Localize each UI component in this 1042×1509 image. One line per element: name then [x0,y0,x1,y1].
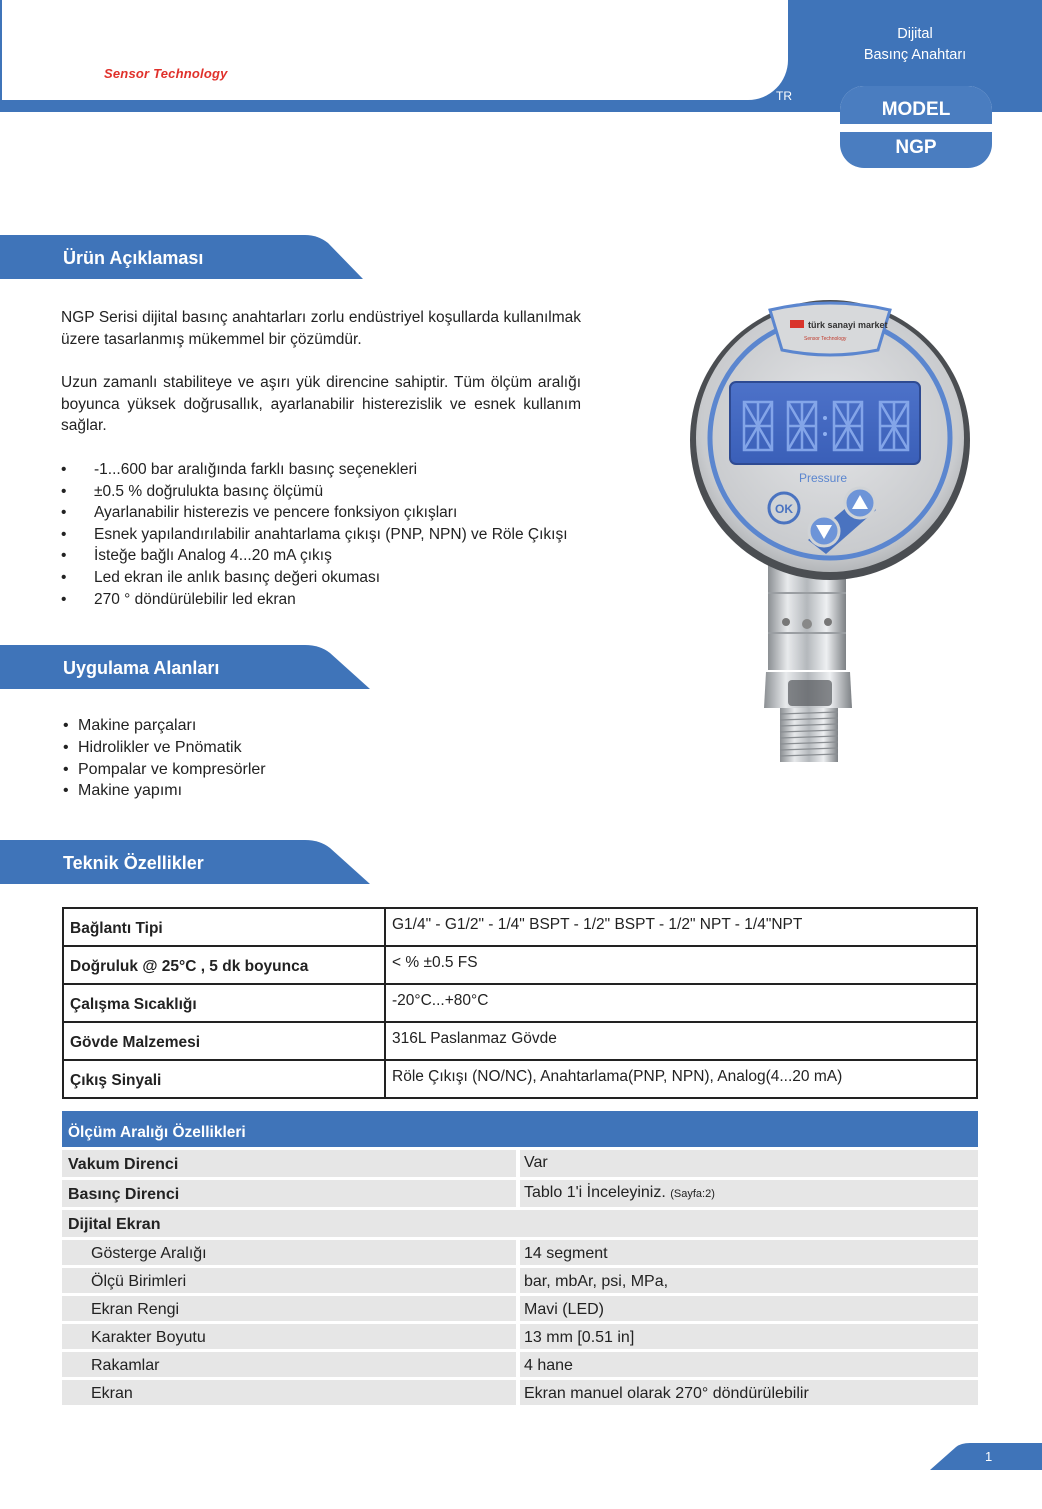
feature-item: • 270 ° döndürülebilir led ekran [61,589,568,611]
device-logo-text: türk sanayi market [808,320,888,330]
table-row [62,1180,978,1207]
section-title-description: Ürün Açıklaması [63,248,204,268]
spec-value: Tablo 1'i İnceleyiniz. (Sayfa:2) [520,1180,978,1207]
table-row [62,1352,978,1377]
spec-value: Var [520,1150,978,1177]
spec-label: Ölçü Birimleri [62,1268,516,1293]
table-group-row [62,1210,978,1237]
spec-label: Çalışma Sıcaklığı [63,984,385,1022]
table-row [63,1060,977,1098]
product-title [800,24,1030,66]
application-item: • Makine yapımı [61,780,266,802]
spec-value: 4 hane [520,1352,978,1377]
technical-specs-table [62,907,978,1099]
bullet-icon: • [63,760,69,778]
product-title-line2: Basınç Anahtarı [863,47,967,63]
table-row [62,1240,978,1265]
section-title-applications: Uygulama Alanları [63,658,220,678]
brand-tagline: Sensor Technology [104,66,228,81]
description-paragraph-2: Uzun zamanlı stabiliteye ve aşırı yük direncine sahiptir. Tüm ölçüm aralığı boyunca yüksek doğrusallık, ayarlanabilir histerezislik ve esnek kullanım sağlar. [61,374,581,434]
section-header-applications [0,645,372,689]
bullet-icon: • [61,461,67,478]
bullet-icon: • [63,717,69,734]
page-number: 1 [985,1449,993,1464]
feature-item: • Ayarlanabilir histerezis ve pencere fonksiyon çıkışları [61,502,568,524]
spec-value: Röle Çıkışı (NO/NC), Anahtarlama(PNP, NPN), Analog(4...20 mA) [385,1060,977,1098]
table-row [62,1380,978,1405]
measurement-specs-table [62,1111,978,1405]
measurement-table-title: Ölçüm Aralığı Özellikleri [62,1111,978,1147]
display-label: Pressure [798,471,848,485]
model-label: MODEL [840,86,992,124]
spec-label: Ekran Rengi [62,1296,516,1321]
spec-label: Karakter Boyutu [62,1324,516,1349]
section-title-technical: Teknik Özellikler [63,853,204,873]
bullet-icon: • [61,525,67,543]
spec-label: Vakum Direnci [62,1150,516,1177]
bullet-icon: • [61,590,67,608]
model-value: NGP [840,132,992,168]
application-list [61,715,266,802]
ok-button-label: OK [775,502,793,516]
spec-value: Ekran manuel olarak 270° döndürülebilir [520,1380,978,1405]
spec-value: 13 mm [0.51 in] [520,1324,978,1349]
spec-label: Gösterge Aralığı [62,1240,516,1265]
page-number-tab [930,1443,1042,1470]
feature-item: • -1...600 bar aralığında farklı basınç seçenekleri [61,459,568,481]
table-row [63,946,977,984]
product-image [680,300,980,770]
feature-item: • Esnek yapılandırılabilir anahtarlama çıkışı (PNP, NPN) ve Röle Çıkışı [61,524,568,546]
spec-value: G1/4" - G1/2" - 1/4" BSPT - 1/2" BSPT - 1/2" NPT - 1/4"NPT [385,908,977,946]
table-row [62,1150,978,1177]
spec-value: bar, mbAr, psi, MPa, [520,1268,978,1293]
spec-label: Çıkış Sinyali [63,1060,385,1098]
language-indicator: TR [776,89,792,103]
application-item: • Hidrolikler ve Pnömatik [61,737,266,759]
feature-item: • ±0.5 % doğrulukta basınç ölçümü [61,481,568,503]
bullet-icon: • [61,547,67,565]
spec-label: Rakamlar [62,1352,516,1377]
table-row [63,1022,977,1060]
device-logo-subtext: Sensor Technology [804,336,847,342]
bullet-icon: • [63,738,69,756]
table-row [63,908,977,946]
application-item: • Pompalar ve kompresörler [61,759,266,781]
table-row [62,1296,978,1321]
description-paragraph-1: NGP Serisi dijital basınç anahtarları zorlu endüstriyel koşullarda kullanılmak üzere tasarlanmış mükemmel bir çözümdür. [61,309,581,348]
table-row [62,1324,978,1349]
application-item: • Makine parçaları [61,715,266,737]
spec-value: -20°C...+80°C [385,984,977,1022]
spec-label: Ekran [62,1380,516,1405]
spec-label: Bağlantı Tipi [63,908,385,946]
pressure-switch-illustration [680,300,980,770]
table-row [62,1268,978,1293]
bullet-icon: • [61,504,67,522]
spec-label: Basınç Direnci [62,1180,516,1207]
bullet-icon: • [61,568,67,586]
spec-label: Gövde Malzemesi [63,1022,385,1060]
spec-value: Mavi (LED) [520,1296,978,1321]
page-reference: (Sayfa:2) [670,1188,715,1200]
table-row [63,984,977,1022]
product-title-line1: Dijital [897,26,933,42]
section-header-technical [0,840,372,884]
spec-value: < % ±0.5 FS [385,946,977,984]
header-card [2,0,788,100]
feature-list [61,459,568,610]
bullet-icon: • [63,782,69,800]
feature-item: • Led ekran ile anlık basınç değeri okuması [61,567,568,589]
feature-item: • İsteğe bağlı Analog 4...20 mA çıkış [61,545,568,567]
spec-value: 14 segment [520,1240,978,1265]
spec-label: Doğruluk @ 25°C , 5 dk boyunca [63,946,385,984]
model-badge [840,86,992,168]
section-header-description [0,235,365,279]
bullet-icon: • [61,482,67,500]
spec-value: 316L Paslanmaz Gövde [385,1022,977,1060]
group-label: Dijital Ekran [62,1210,978,1237]
